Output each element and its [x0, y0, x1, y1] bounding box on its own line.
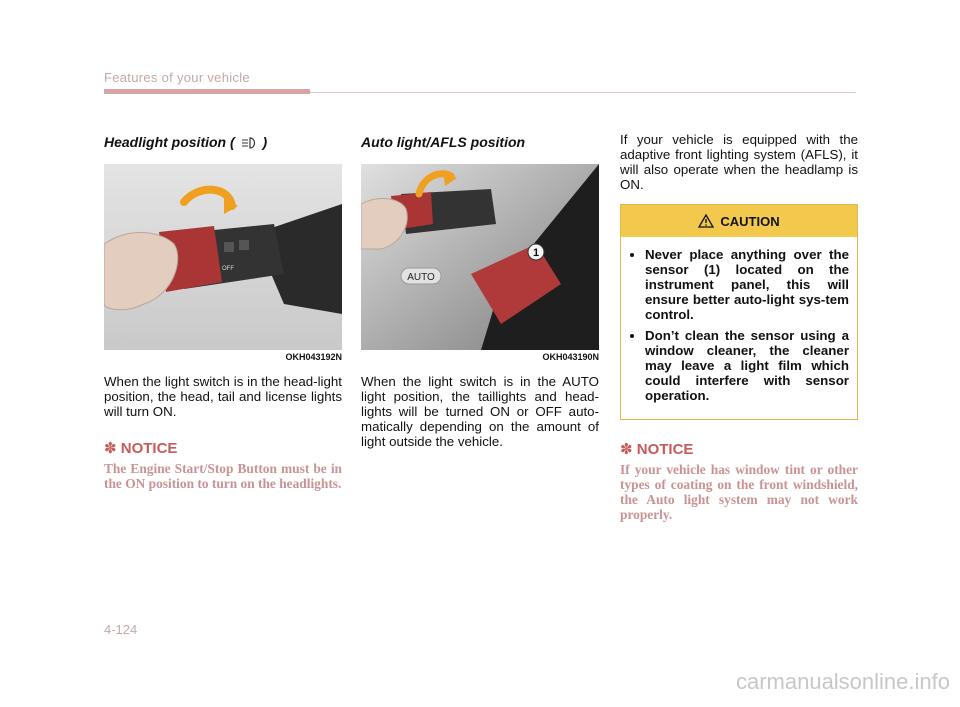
sensor-callout-number: 1 [532, 247, 540, 259]
auto-light-figure [361, 164, 599, 350]
header-rule-accent [104, 89, 310, 94]
header-rule [310, 92, 856, 93]
section-header: Features of your vehicle [104, 70, 250, 85]
caution-item: • Don’t clean the sensor using a window cleaner, the cleaner may leave a light film which could interfere with sensor operation. [645, 328, 849, 403]
column-auto-light [361, 132, 599, 449]
figure-caption: OKH043192N [285, 352, 342, 362]
warning-triangle-icon [698, 214, 714, 228]
page-number: 4-124 [104, 622, 138, 637]
heading-headlight-position: Headlight position ( ) [104, 134, 268, 150]
headlight-icon [241, 137, 257, 149]
auto-label: AUTO [407, 272, 435, 283]
auto-light-body-text: When the light switch is in the AUTO light position, the taillights and head-lights will be turned ON or OFF auto-matically depending on the amount of light outside the vehicle. [361, 374, 599, 449]
watermark: carmanualsonline.info [735, 669, 950, 694]
heading-auto-light: Auto light/AFLS position [361, 134, 526, 150]
figure-caption: OKH043190N [542, 352, 599, 362]
afls-intro-text: If your vehicle is equipped with the adaptive front lighting system (AFLS), it will also operate when the headlamp is ON. [620, 132, 858, 192]
column-afls [620, 132, 858, 522]
svg-text:OFF: OFF [222, 266, 234, 272]
caution-title: CAUTION [720, 213, 780, 229]
headlight-body-text: When the light switch is in the head-light position, the head, tail and license lights will turn ON. [104, 374, 342, 419]
column-headlight [104, 132, 342, 491]
caution-header [621, 205, 857, 237]
auto-light-illustration [361, 164, 599, 350]
notice-text: The Engine Start/Stop Button must be in the ON position to turn on the headlights. [104, 461, 342, 491]
notice-heading: ✽ NOTICE [620, 441, 694, 458]
caution-box [620, 204, 858, 420]
headlight-switch-figure [104, 164, 342, 350]
caution-list [621, 237, 857, 419]
headlight-switch-illustration [104, 164, 342, 350]
caution-item: • Never place anything over the sensor (1) located on the instrument panel, this will ensure better auto-light sys-tem control. [645, 247, 849, 322]
notice-heading: ✽ NOTICE [104, 440, 178, 457]
notice-text: If your vehicle has window tint or other types of coating on the front windshield, the Auto light system may not work properly. [620, 462, 858, 522]
